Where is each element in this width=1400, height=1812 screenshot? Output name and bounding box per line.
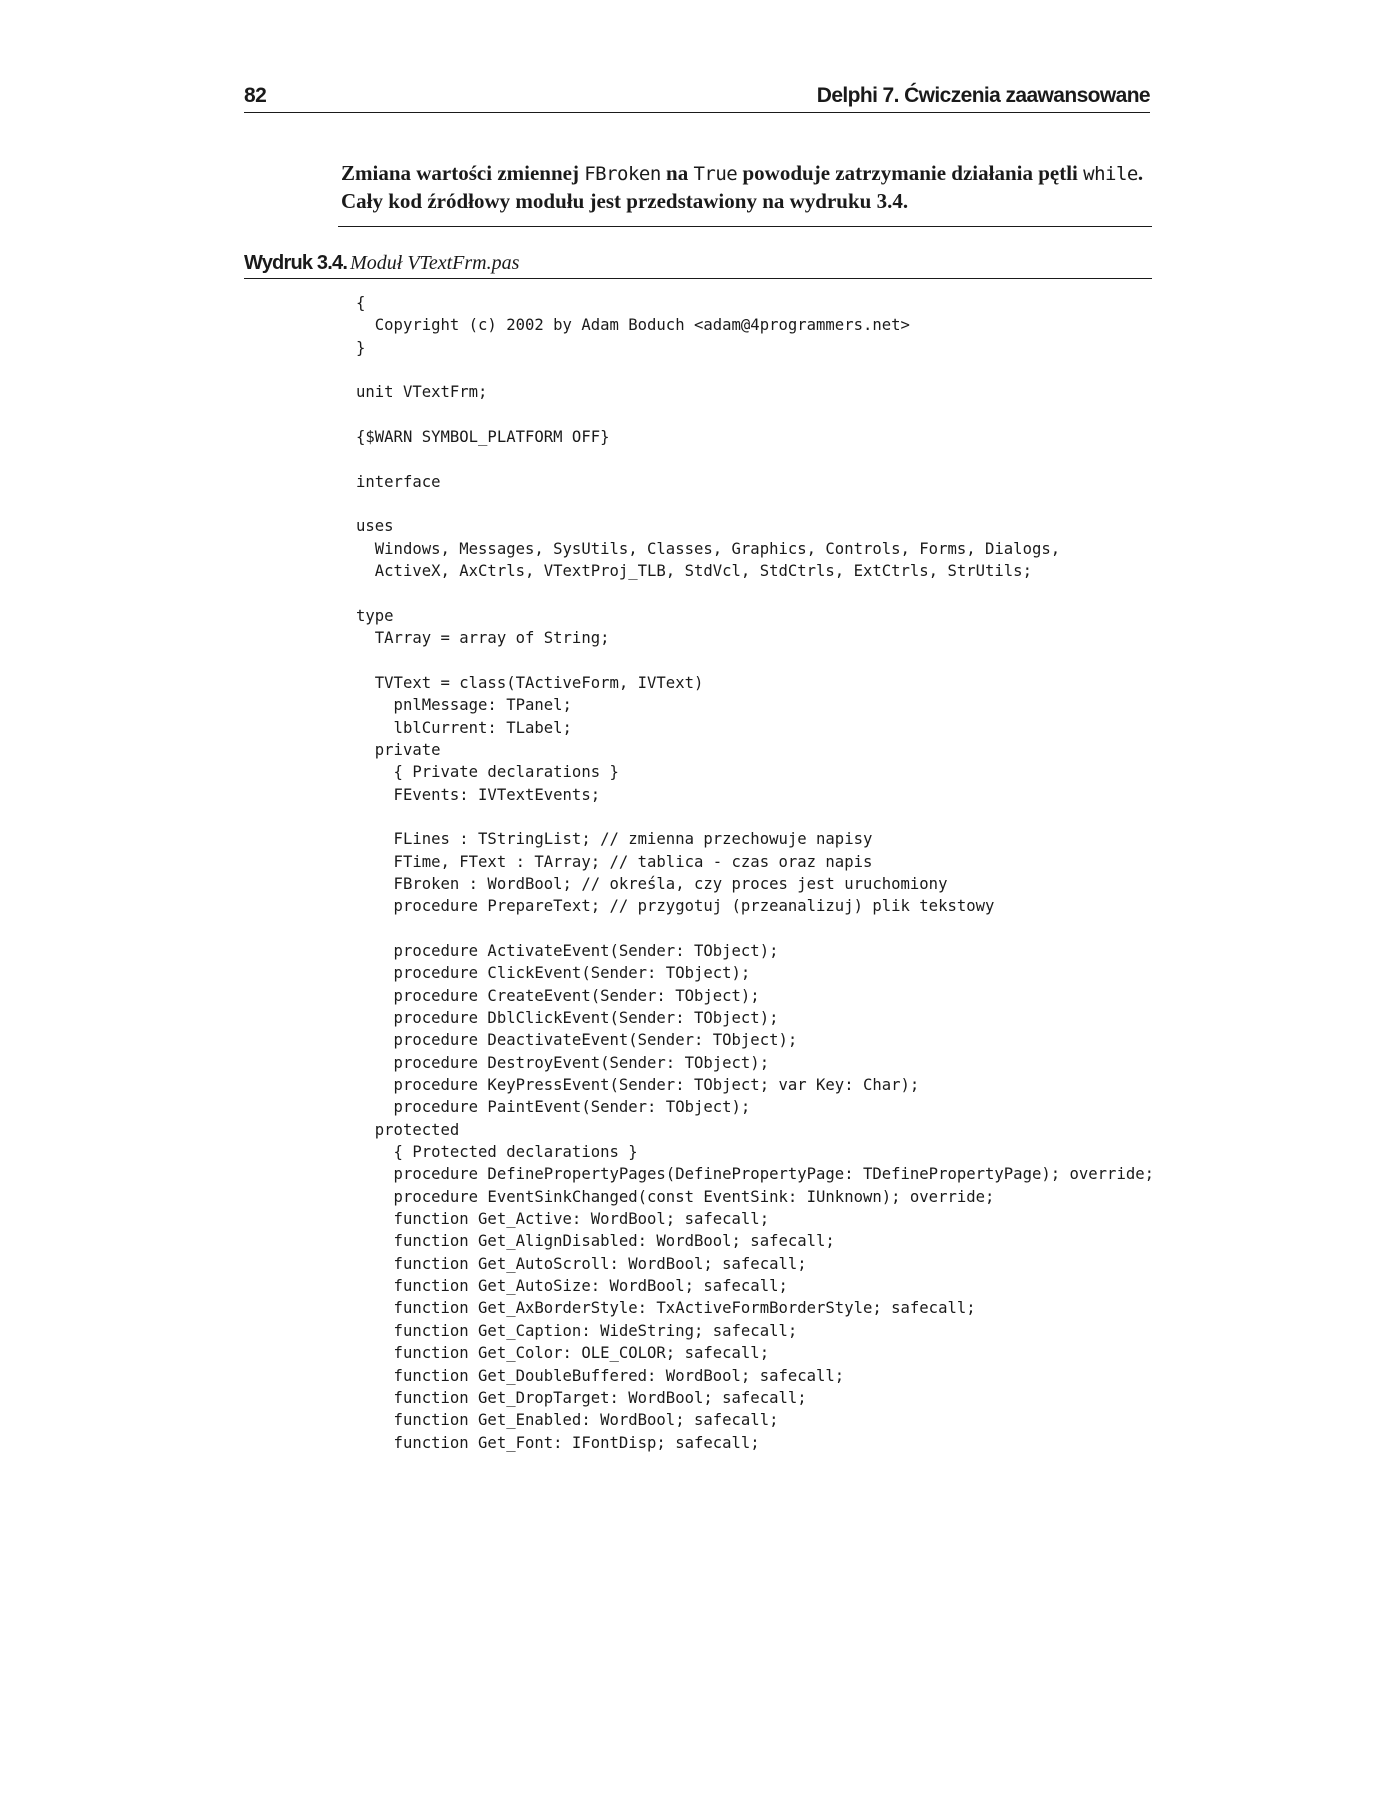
code-line [356,650,1156,672]
page-number: 82 [244,84,267,107]
code-line: FLines : TStringList; // zmienna przechowuje napisy [356,830,873,849]
code-line [356,448,1156,470]
running-header [244,82,1150,113]
code-line: private [356,740,441,759]
code-line: Windows, Messages, SysUtils, Classes, Graphics, Controls, Forms, Dialogs, [356,539,1061,558]
code-line: FBroken : WordBool; // określa, czy proces jest uruchomiony [356,874,948,893]
listing-name: Moduł VTextFrm.pas [350,252,520,274]
code-line: TVText = class(TActiveForm, IVText) [356,673,704,692]
paragraph-text: . [1137,161,1144,185]
code-line: function Get_DoubleBuffered: WordBool; safecall; [356,1366,845,1385]
code-line [356,493,1156,515]
code-line: procedure DefinePropertyPages(DefinePropertyPage: TDefinePropertyPage); override; [356,1165,1154,1184]
code-line: {$WARN SYMBOL_PLATFORM OFF} [356,428,610,447]
paragraph-text: Zmiana wartości zmiennej [341,161,585,185]
code-line: function Get_DropTarget: WordBool; safecall; [356,1388,807,1407]
code-line [356,582,1156,604]
code-line: lblCurrent: TLabel; [356,718,572,737]
code-line: type [356,606,394,625]
code-line: Copyright (c) 2002 by Adam Boduch <adam@4programmers.net> [356,316,910,335]
code-line: ActiveX, AxCtrls, VTextProj_TLB, StdVcl, StdCtrls, ExtCtrls, StrUtils; [356,562,1032,581]
code-line: function Get_AutoSize: WordBool; safecall; [356,1277,788,1296]
code-line: FTime, FText : TArray; // tablica - czas oraz napis [356,852,873,871]
code-line: FEvents: IVTextEvents; [356,785,601,804]
code-line [356,918,1156,940]
inline-code: FBroken [584,163,661,185]
code-line: function Get_Enabled: WordBool; safecall; [356,1411,779,1430]
code-line: procedure DblClickEvent(Sender: TObject); [356,1009,779,1027]
code-line: procedure PrepareText; // przygotuj (przeanalizuj) plik tekstowy [356,897,995,916]
paragraph-text: na [660,161,694,185]
code-line: procedure PaintEvent(Sender: TObject); [356,1098,751,1117]
code-line: function Get_Color: OLE_COLOR; safecall; [356,1344,770,1363]
code-line: { [356,294,366,312]
code-line: pnlMessage: TPanel; [356,696,572,715]
code-line: function Get_AxBorderStyle: TxActiveFormBorderStyle; safecall; [356,1299,976,1318]
code-line: } [356,338,366,357]
code-line: procedure DestroyEvent(Sender: TObject); [356,1053,770,1072]
code-line: procedure ActivateEvent(Sender: TObject); [356,941,779,960]
inline-code: while [1083,163,1138,185]
code-line [356,404,1156,426]
listing-caption [244,252,1152,279]
code-line: uses [356,517,394,536]
code-line: function Get_Caption: WideString; safecall; [356,1321,798,1340]
code-line: unit VTextFrm; [356,383,488,402]
code-line: { Protected declarations } [356,1143,638,1162]
code-line: procedure CreateEvent(Sender: TObject); [356,986,760,1005]
code-line: procedure KeyPressEvent(Sender: TObject; var Key: Char); [356,1076,920,1095]
code-line: procedure DeactivateEvent(Sender: TObject); [356,1031,798,1050]
code-line: function Get_AlignDisabled: WordBool; safecall; [356,1232,835,1251]
inline-code: True [693,163,738,185]
code-line [356,359,1156,381]
code-listing [356,292,1156,1454]
code-line: protected [356,1120,460,1139]
book-title: Delphi 7. Ćwiczenia zaawansowane [816,84,1150,107]
paragraph-text: Cały kod źródłowy modułu jest przedstawiony na wydruku 3.4. [341,189,909,213]
paragraph-text: powoduje zatrzymanie działania pętli [737,161,1084,185]
code-line: function Get_Active: WordBool; safecall; [356,1210,770,1229]
code-line: function Get_AutoScroll: WordBool; safecall; [356,1254,807,1273]
code-line: { Private declarations } [356,763,619,782]
listing-label: Wydruk 3.4. [244,252,348,274]
code-line: function Get_Font: IFontDisp; safecall; [356,1433,760,1452]
code-line: procedure ClickEvent(Sender: TObject); [356,964,751,983]
paragraph-divider [338,226,1152,227]
code-line [356,806,1156,828]
code-line: TArray = array of String; [356,629,610,648]
body-paragraph [341,160,1153,215]
code-line: interface [356,472,441,491]
code-line: procedure EventSinkChanged(const EventSink: IUnknown); override; [356,1187,995,1206]
